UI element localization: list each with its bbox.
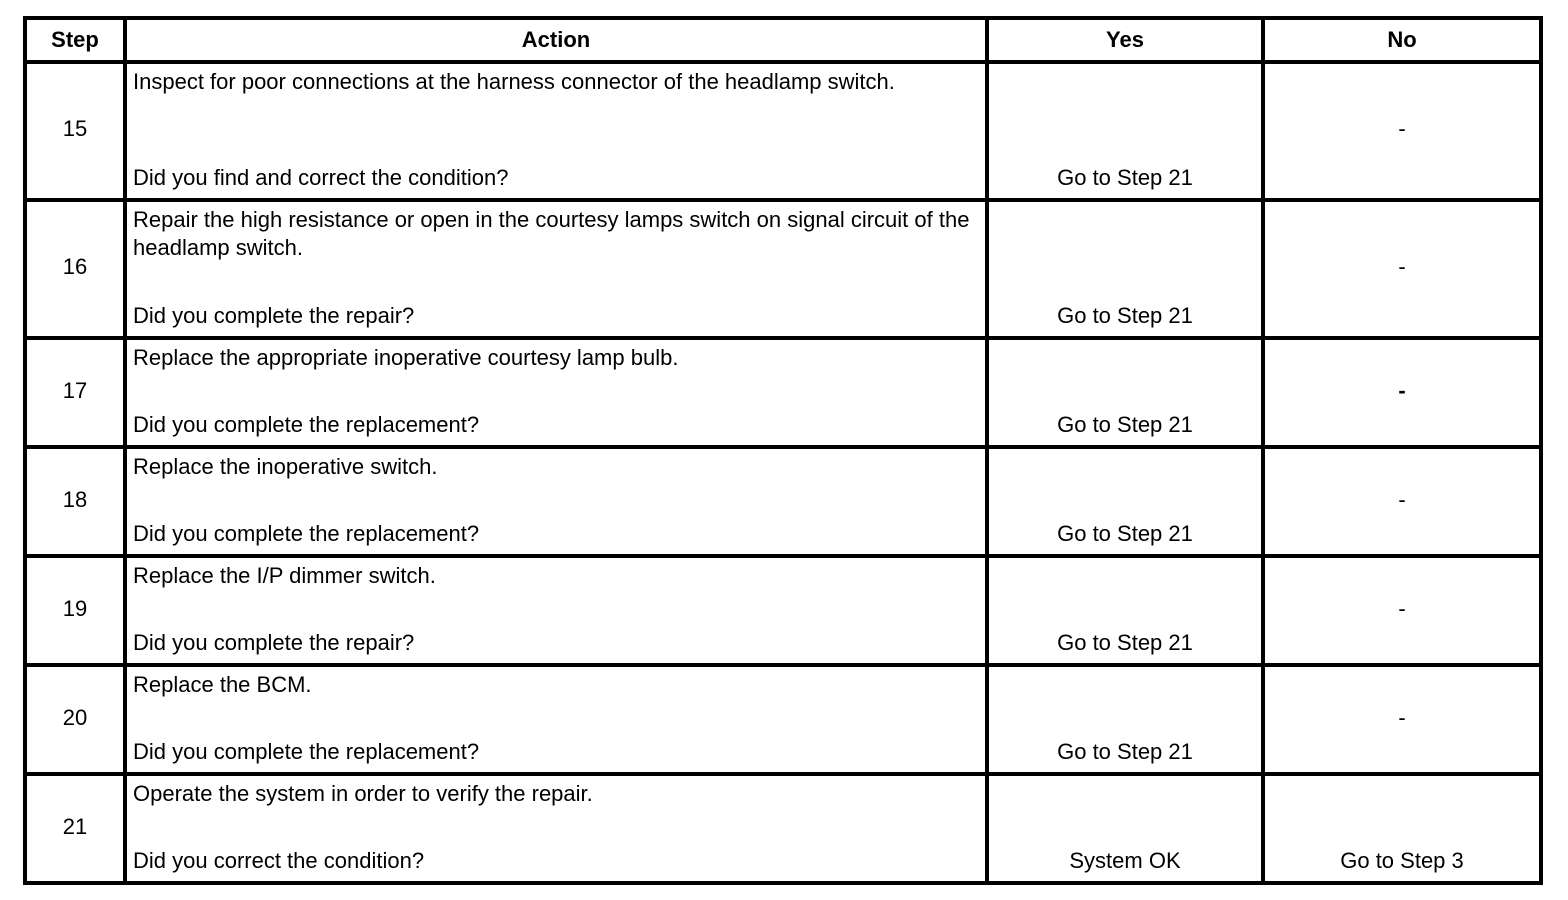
action-instruction: Replace the BCM. bbox=[133, 672, 312, 697]
action-instruction: Replace the inoperative switch. bbox=[133, 454, 438, 479]
yes-result: Go to Step 21 bbox=[1057, 412, 1193, 437]
step-number: 19 bbox=[62, 595, 88, 621]
action-question: Did you complete the replacement? bbox=[133, 739, 480, 764]
no-cell bbox=[1263, 774, 1541, 883]
step-cell bbox=[25, 665, 125, 774]
yes-result: Go to Step 21 bbox=[1057, 521, 1193, 546]
step-cell bbox=[25, 62, 125, 200]
no-cell bbox=[1263, 556, 1541, 665]
yes-result: Go to Step 21 bbox=[1057, 739, 1193, 764]
step-number: 21 bbox=[62, 813, 88, 839]
no-result: - bbox=[1398, 486, 1406, 512]
column-header-action: Action bbox=[125, 18, 987, 62]
step-cell bbox=[25, 556, 125, 665]
table-row bbox=[25, 338, 1541, 447]
action-instruction: Operate the system in order to verify the repair. bbox=[133, 781, 593, 806]
no-result: - bbox=[1398, 116, 1406, 141]
step-cell bbox=[25, 200, 125, 338]
step-number: 16 bbox=[62, 254, 88, 279]
action-cell bbox=[125, 774, 987, 883]
action-question: Did you complete the repair? bbox=[133, 303, 415, 328]
action-instruction: Replace the I/P dimmer switch. bbox=[133, 563, 436, 588]
no-cell bbox=[1263, 200, 1541, 338]
action-cell bbox=[125, 665, 987, 774]
diagnostic-table bbox=[23, 16, 1543, 885]
step-number: 17 bbox=[62, 377, 88, 403]
table-header-row bbox=[25, 18, 1541, 62]
no-result: - bbox=[1398, 377, 1406, 403]
table-row bbox=[25, 774, 1541, 883]
yes-cell bbox=[987, 556, 1263, 665]
action-cell bbox=[125, 200, 987, 338]
action-cell bbox=[125, 62, 987, 200]
action-instruction: Inspect for poor connections at the harness connector of the headlamp switch. bbox=[133, 69, 895, 94]
step-cell bbox=[25, 774, 125, 883]
action-instruction: Repair the high resistance or open in the courtesy lamps switch on signal circuit of the headlamp switch. bbox=[133, 207, 970, 260]
action-instruction: Replace the appropriate inoperative courtesy lamp bulb. bbox=[133, 345, 679, 370]
action-cell bbox=[125, 556, 987, 665]
action-cell bbox=[125, 447, 987, 556]
yes-result: Go to Step 21 bbox=[1057, 630, 1193, 655]
column-header-yes: Yes bbox=[987, 18, 1263, 62]
no-cell bbox=[1263, 62, 1541, 200]
table-row bbox=[25, 556, 1541, 665]
yes-cell bbox=[987, 665, 1263, 774]
step-cell bbox=[25, 338, 125, 447]
action-question: Did you complete the replacement? bbox=[133, 521, 480, 546]
yes-cell bbox=[987, 200, 1263, 338]
yes-result: System OK bbox=[1069, 848, 1181, 873]
step-number: 18 bbox=[62, 486, 88, 512]
table-row bbox=[25, 447, 1541, 556]
no-result: - bbox=[1398, 704, 1406, 730]
action-question: Did you find and correct the condition? bbox=[133, 165, 509, 190]
no-cell bbox=[1263, 665, 1541, 774]
no-result: - bbox=[1398, 595, 1406, 621]
column-header-no: No bbox=[1263, 18, 1541, 62]
table-row bbox=[25, 200, 1541, 338]
yes-cell bbox=[987, 62, 1263, 200]
yes-cell bbox=[987, 447, 1263, 556]
table-row bbox=[25, 665, 1541, 774]
yes-result: Go to Step 21 bbox=[1057, 165, 1193, 190]
step-number: 15 bbox=[62, 116, 88, 141]
step-number: 20 bbox=[62, 704, 88, 730]
yes-cell bbox=[987, 774, 1263, 883]
action-question: Did you complete the repair? bbox=[133, 630, 415, 655]
table-row bbox=[25, 62, 1541, 200]
no-result: Go to Step 3 bbox=[1340, 848, 1464, 873]
no-cell bbox=[1263, 447, 1541, 556]
action-question: Did you complete the replacement? bbox=[133, 412, 480, 437]
step-cell bbox=[25, 447, 125, 556]
no-cell bbox=[1263, 338, 1541, 447]
no-result: - bbox=[1398, 254, 1406, 279]
action-question: Did you correct the condition? bbox=[133, 848, 425, 873]
action-cell bbox=[125, 338, 987, 447]
column-header-step: Step bbox=[25, 18, 125, 62]
yes-cell bbox=[987, 338, 1263, 447]
yes-result: Go to Step 21 bbox=[1057, 303, 1193, 328]
